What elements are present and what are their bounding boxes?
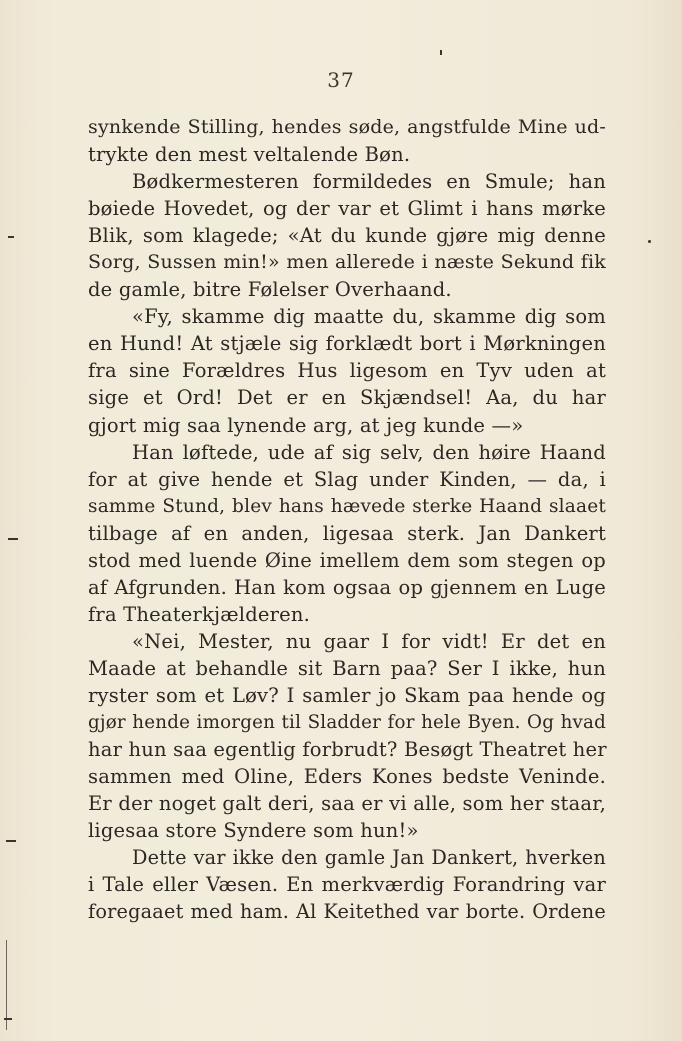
text-line: sige et Ord! Det er en Skjændsel! Aa, du har <box>88 386 606 410</box>
text-line: gjort mig saa lynende arg, at jeg kunde —» <box>88 413 524 437</box>
text-line: af Afgrunden. Han kom ogsaa op gjennem en Luge <box>88 575 606 599</box>
text-line: Er der noget galt deri, saa er vi alle, som her staar, <box>88 792 606 816</box>
text-line: for at give hende et Slag under Kinden, — da, i <box>88 467 606 491</box>
text-line: trykte den mest veltalende Bøn. <box>88 143 411 167</box>
margin-speck <box>440 50 442 55</box>
page-number: 37 <box>327 68 355 92</box>
text-line: Maade at behandle sit Barn paa? Ser I ikke, hun <box>88 656 606 680</box>
text-line: Han løftede, ude af sig selv, den høire Haand <box>132 440 606 464</box>
text-line: «Fy, skamme dig maatte du, skamme dig som <box>132 305 606 329</box>
text-line: i Tale eller Væsen. En merkværdig Forandring var <box>88 873 606 897</box>
text-line: Sorg, Sussen min!» men allerede i næste Sekund fik <box>88 251 606 274</box>
text-line: en Hund! At stjæle sig forklædt bort i Mørkningen <box>88 332 606 356</box>
text-line: ligesaa store Syndere som hun!» <box>88 819 419 843</box>
text-line: ryster som et Løv? I samler jo Skam paa hende og <box>88 683 606 707</box>
margin-speck <box>4 1018 12 1020</box>
text-line: bøiede Hovedet, og der var et Glimt i hans mørke <box>88 197 606 221</box>
margin-speck <box>6 840 16 842</box>
binding-edge <box>6 940 7 1030</box>
text-line: gjør hende imorgen til Sladder for hele Byen. Og hvad <box>88 712 606 734</box>
text-line: de gamle, bitre Følelser Overhaand. <box>88 278 452 302</box>
text-line: tilbage af en anden, ligesaa sterk. Jan Dankert <box>88 521 606 545</box>
text-line: sammen med Oline, Eders Kones bedste Veninde. <box>88 765 606 789</box>
text-line: har hun saa egentlig forbrudt? Besøgt Theatret her <box>88 738 607 762</box>
text-line: «Nei, Mester, nu gaar I for vidt! Er det en <box>132 629 606 653</box>
text-line: Dette var ikke den gamle Jan Dankert, hverken <box>132 846 606 870</box>
text-line: fra sine Forældres Hus ligesom en Tyv uden at <box>88 359 606 383</box>
margin-speck <box>648 240 651 243</box>
text-line: fra Theaterkjælderen. <box>88 602 311 626</box>
text-line: samme Stund, blev hans hævede sterke Haand slaaet <box>88 495 606 517</box>
text-line: stod med luende Øine imellem dem som stegen op <box>88 548 606 572</box>
text-line: foregaaet med ham. Al Keitethed var borte. Ordene <box>88 900 606 924</box>
text-line: synkende Stilling, hendes søde, angstfulde Mine ud- <box>88 116 606 138</box>
text-line: Blik, som klagede; «At du kunde gjøre mig denne <box>88 224 606 248</box>
body-text <box>88 114 606 925</box>
margin-speck <box>8 538 18 540</box>
text-line: Bødkermesteren formildedes en Smule; han <box>132 170 606 194</box>
margin-speck <box>8 236 14 238</box>
